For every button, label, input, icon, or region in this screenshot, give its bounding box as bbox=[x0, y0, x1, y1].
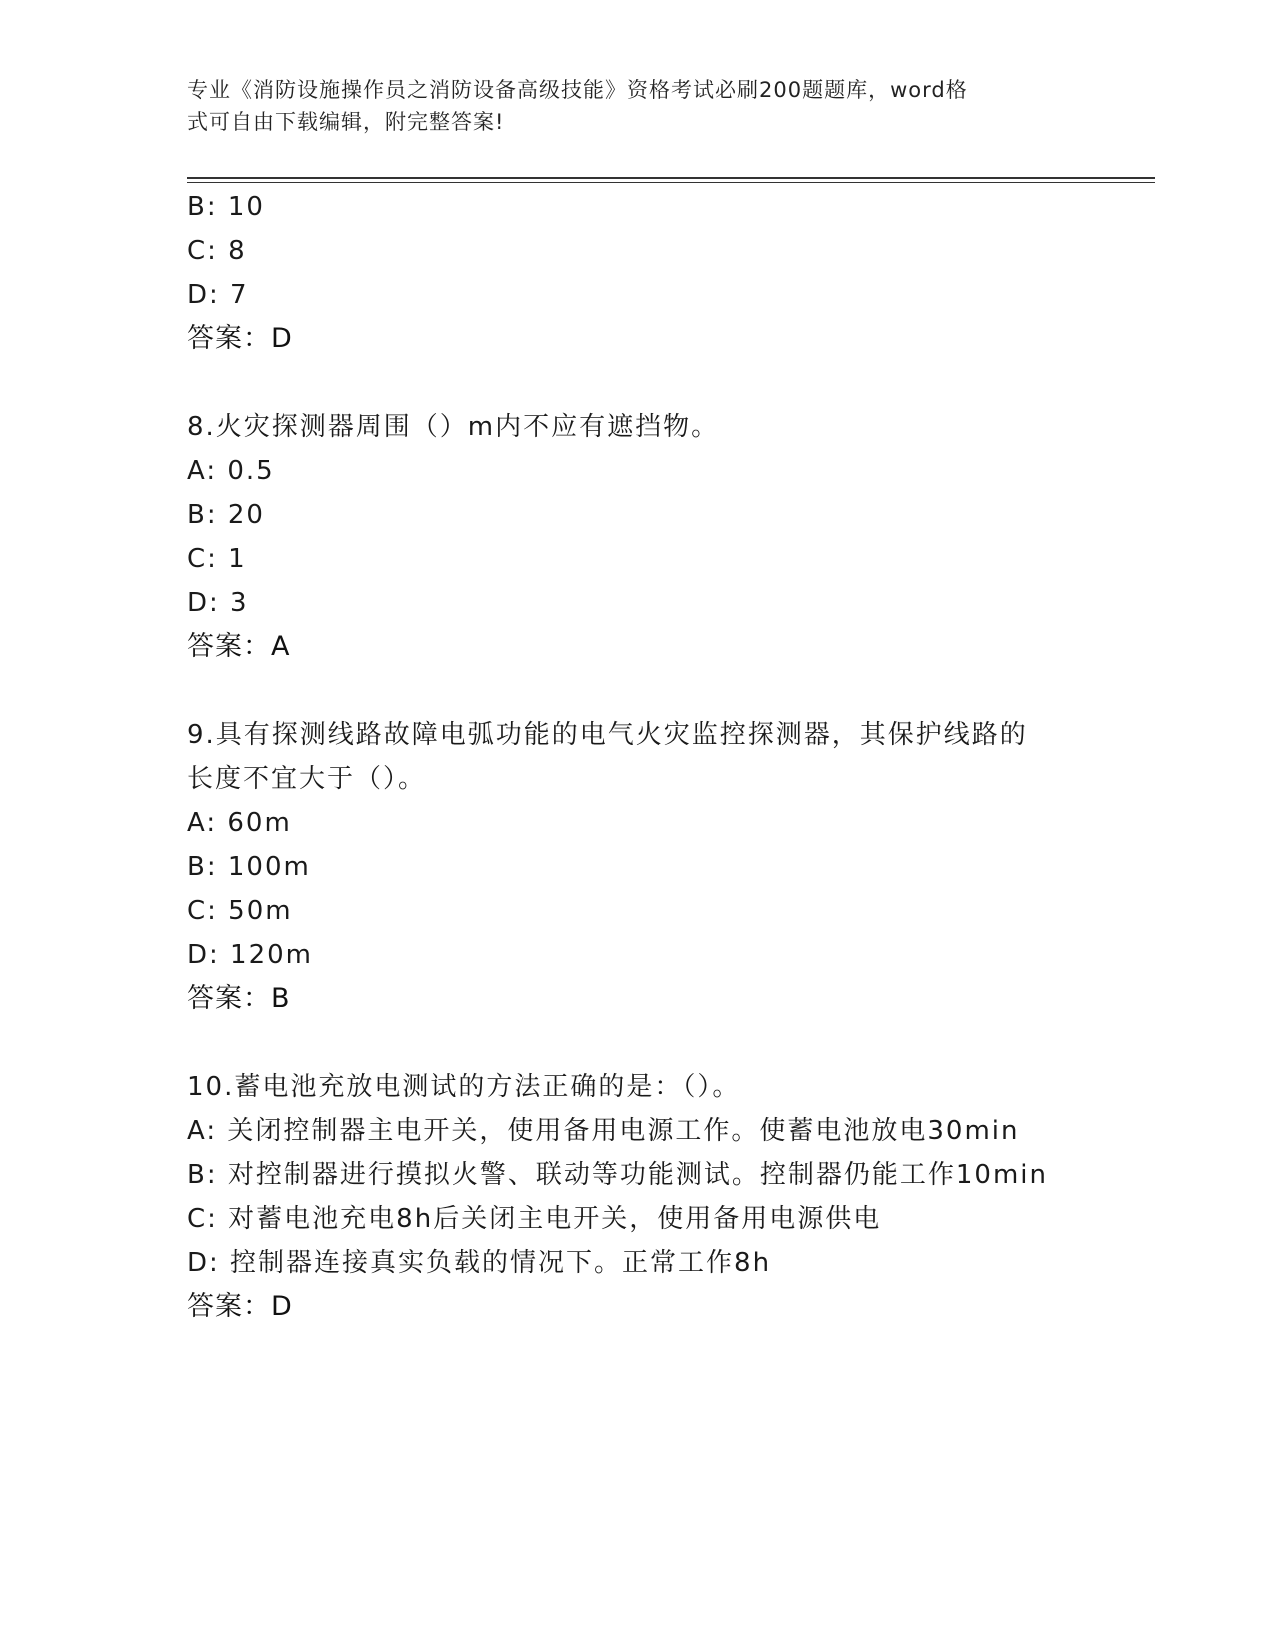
q10-answer: 答案：D bbox=[187, 1291, 293, 1322]
q7-option-c: C: 8 bbox=[187, 236, 247, 266]
q9-option-d: D: 120m bbox=[187, 940, 313, 970]
q9-answer: 答案：B bbox=[187, 983, 291, 1014]
q9-option-c: C: 50m bbox=[187, 896, 293, 926]
q8-option-b: B: 20 bbox=[187, 500, 265, 530]
q8-option-c: C: 1 bbox=[187, 544, 247, 574]
header-divider-thin bbox=[187, 182, 1155, 183]
q8-option-d: D: 3 bbox=[187, 588, 249, 618]
header-line-1: 专业《消防设施操作员之消防设备高级技能》资格考试必刷200题题库，word格 bbox=[187, 78, 968, 102]
q10-option-b: B: 对控制器进行摸拟火警、联动等功能测试。控制器仍能工作10min bbox=[187, 1160, 1048, 1190]
q7-option-d: D: 7 bbox=[187, 280, 249, 310]
q7-option-b: B: 10 bbox=[187, 192, 265, 222]
q8-answer: 答案：A bbox=[187, 631, 291, 662]
q9-question-line-2: 长度不宜大于（）。 bbox=[187, 764, 427, 794]
header-line-2: 式可自由下载编辑，附完整答案! bbox=[187, 110, 505, 134]
q7-answer: 答案：D bbox=[187, 323, 293, 354]
q9-question-line-1: 9.具有探测线路故障电弧功能的电气火灾监控探测器，其保护线路的 bbox=[187, 720, 1028, 750]
q8-question: 8.火灾探测器周围（）m内不应有遮挡物。 bbox=[187, 412, 720, 442]
q10-option-d: D: 控制器连接真实负载的情况下。正常工作8h bbox=[187, 1248, 772, 1278]
q9-option-b: B: 100m bbox=[187, 852, 311, 882]
q9-option-a: A: 60m bbox=[187, 808, 292, 838]
q8-option-a: A: 0.5 bbox=[187, 456, 275, 486]
q10-option-c: C: 对蓄电池充电8h后关闭主电开关，使用备用电源供电 bbox=[187, 1204, 882, 1234]
q10-question: 10.蓄电池充放电测试的方法正确的是：（）。 bbox=[187, 1072, 741, 1102]
header-divider-thick bbox=[187, 177, 1155, 179]
q10-option-a: A: 关闭控制器主电开关，使用备用电源工作。使蓄电池放电30min bbox=[187, 1116, 1020, 1146]
document-header bbox=[187, 74, 1067, 138]
